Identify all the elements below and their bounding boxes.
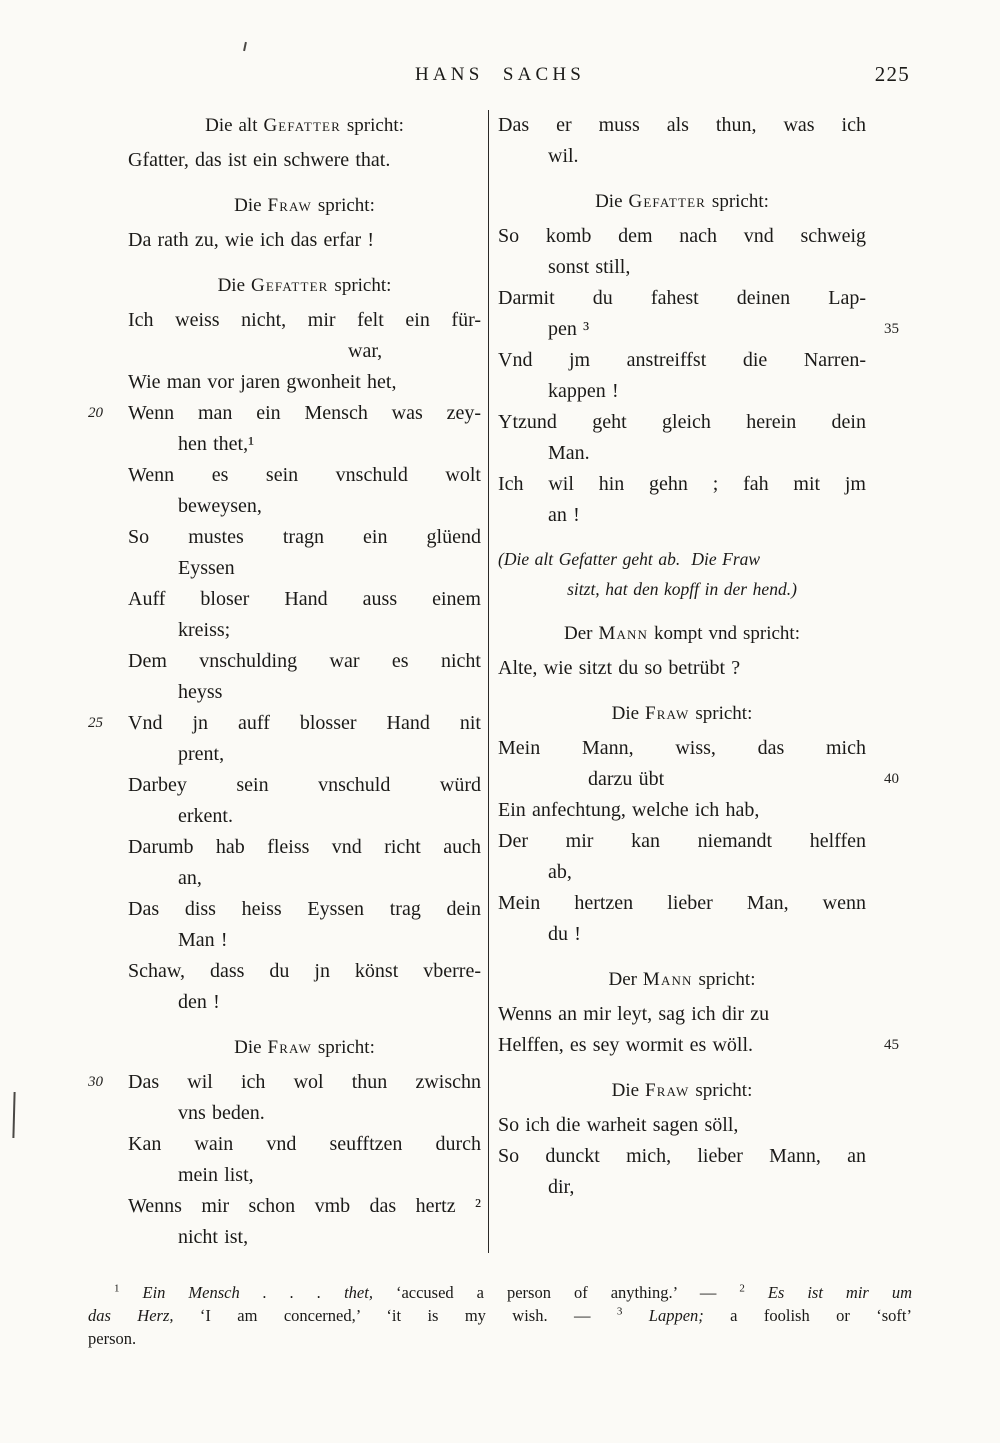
verse-line <box>498 733 866 764</box>
speaker-heading <box>128 270 481 301</box>
speaker-suffix: spricht: <box>695 703 753 724</box>
speaker-suffix: spricht: <box>317 195 375 216</box>
margin-line-number: 35 <box>884 321 899 337</box>
verse-line-continuation <box>128 1160 481 1191</box>
verse-line-continuation <box>498 314 899 345</box>
verse-text: Wie man vor jaren gwonheit het, <box>128 371 397 393</box>
speaker-heading <box>128 1032 481 1063</box>
verse-text: hen thet,¹ <box>178 433 255 455</box>
stage-direction-line: (Die alt Gefatter geht ab. Die Fraw <box>498 549 761 569</box>
verse-text: pen ³ <box>548 318 590 340</box>
verse-line <box>498 888 866 919</box>
footnote-lemma: Ein Mensch . . . thet, <box>119 1283 373 1302</box>
footnote-gloss: ‘I am concerned,’ ‘it is my wish. — <box>173 1306 617 1325</box>
verse-line-continuation <box>498 1172 866 1203</box>
verse-text: So dunckt mich, lieber Mann, an <box>498 1145 866 1167</box>
running-title: HANS SACHS <box>415 64 585 85</box>
verse-text: erkent. <box>178 805 233 827</box>
margin-line-number: 25 <box>88 715 103 731</box>
footnote-marker: 3 <box>616 1305 623 1318</box>
verse-line-continuation <box>498 764 899 795</box>
footnote-line <box>88 1281 912 1304</box>
verse-text: den ! <box>178 991 220 1013</box>
speaker-prefix: Die <box>595 191 623 212</box>
verse-text: darzu übt <box>588 768 665 790</box>
verse-text: Man. <box>548 442 590 464</box>
verse-text: Darbey sein vnschuld würd <box>128 774 481 796</box>
speaker-suffix: spricht: <box>317 1037 375 1058</box>
verse-line <box>128 1129 481 1160</box>
footnote-lemma: das Herz, <box>88 1306 174 1325</box>
verse-text: Mein hertzen lieber Man, wenn <box>498 892 866 914</box>
verse-line-continuation <box>128 429 481 460</box>
verse-text: an, <box>178 867 202 889</box>
footnotes <box>88 1281 912 1350</box>
speaker-suffix: spricht: <box>698 969 756 990</box>
verse-text: prent, <box>178 743 225 765</box>
stage-direction-line: sitzt, hat den kopff in der hend.) <box>567 579 797 599</box>
verse-line-continuation <box>128 1098 481 1129</box>
verse-line-continuation <box>128 801 481 832</box>
speaker-prefix: Der <box>564 623 593 644</box>
verse-line-continuation <box>498 919 866 950</box>
speaker-heading <box>498 618 866 649</box>
verse-text: Mein Mann, wiss, das mich <box>498 737 866 759</box>
verse-text: Da rath zu, wie ich das erfar ! <box>128 229 375 251</box>
footnote-lemma: Es ist mir um <box>744 1283 913 1302</box>
verse-line-continuation <box>128 553 481 584</box>
verse-text: Vnd jm anstreiffst die Narren- <box>498 349 866 371</box>
verse-line <box>498 407 866 438</box>
verse-text: sonst still, <box>548 256 631 278</box>
speaker-prefix: Die <box>611 1080 640 1101</box>
verse-text: Das diss heiss Eyssen trag dein <box>128 898 481 920</box>
verse-line-continuation <box>128 863 481 894</box>
verse-text: war, <box>348 340 383 362</box>
verse-line <box>128 646 481 677</box>
speaker-name: Fraw <box>645 703 690 724</box>
verse-line-continuation <box>128 491 481 522</box>
footnote-line <box>88 1304 912 1327</box>
verse-line <box>498 1030 899 1061</box>
verse-line-continuation <box>498 857 866 888</box>
speaker-prefix: Die <box>217 275 246 296</box>
margin-line-number: 45 <box>884 1037 899 1053</box>
verse-text: beweysen, <box>178 495 262 517</box>
verse-line <box>88 398 481 429</box>
footnote-lemma: Lappen; <box>622 1306 704 1325</box>
verse-text: Das er muss als thun, was ich <box>498 114 866 136</box>
verse-line <box>498 110 866 141</box>
speaker-prefix: Der <box>608 969 637 990</box>
verse-line <box>498 345 866 376</box>
speaker-heading <box>498 186 866 217</box>
verse-text: Wenn es sein vnschuld wolt <box>128 464 481 486</box>
verse-text: Gfatter, das ist ein schwere that. <box>128 149 391 171</box>
verse-line-continuation <box>128 336 481 367</box>
page-header <box>88 62 912 100</box>
verse-line-continuation <box>128 677 481 708</box>
speaker-name: Gefatter <box>628 191 706 212</box>
verse-text: nicht ist, <box>178 1226 249 1248</box>
verse-text: Darmit du fahest deinen Lap- <box>498 287 866 309</box>
right-margin-gutter <box>866 110 912 1253</box>
verse-text: heyss <box>178 681 223 703</box>
verse-text: Ytzund geht gleich herein dein <box>498 411 866 433</box>
verse-text: wil. <box>548 145 579 167</box>
verse-line <box>498 221 866 252</box>
speaker-name: Fraw <box>267 195 312 216</box>
verse-line <box>128 460 481 491</box>
verse-text: an ! <box>548 504 580 526</box>
speaker-heading <box>128 190 481 221</box>
verse-line <box>128 1191 481 1222</box>
verse-text: Auff bloser Hand auss einem <box>128 588 481 610</box>
speaker-suffix: spricht: <box>711 191 769 212</box>
speaker-suffix: spricht: <box>695 1080 753 1101</box>
verse-line <box>128 956 481 987</box>
verse-text: vns beden. <box>178 1102 265 1124</box>
verse-text: Darumb hab fleiss vnd richt auch <box>128 836 481 858</box>
verse-text: Kan wain vnd seufftzen durch <box>128 1133 481 1155</box>
verse-line <box>498 795 866 826</box>
verse-line <box>128 894 481 925</box>
verse-line-continuation <box>498 376 866 407</box>
verse-line-continuation <box>498 500 866 531</box>
verse-line-continuation <box>128 1222 481 1253</box>
verse-text: dir, <box>548 1176 575 1198</box>
verse-text: Wenn man ein Mensch was zey- <box>128 402 481 424</box>
verse-text: ab, <box>548 861 572 883</box>
verse-text: Das wil ich wol thun zwischn <box>128 1071 481 1093</box>
margin-line-number: 40 <box>884 771 899 787</box>
verse-text: So mustes tragn ein glüend <box>128 526 481 548</box>
footnote-gloss: a foolish or ‘soft’ <box>703 1306 912 1325</box>
footnote-marker: 2 <box>739 1282 745 1295</box>
verse-line-continuation <box>498 438 866 469</box>
verse-line <box>128 305 481 336</box>
speaker-name: Mann <box>642 969 693 990</box>
column-divider <box>488 110 498 1253</box>
verse-line <box>88 1067 481 1098</box>
margin-line-number: 30 <box>88 1074 103 1090</box>
verse-line <box>128 225 481 256</box>
verse-line <box>128 522 481 553</box>
speaker-prefix: Die alt <box>205 115 258 136</box>
verse-line-continuation <box>128 615 481 646</box>
verse-line <box>498 999 866 1030</box>
verse-text: Wenns mir schon vmb das hertz ² <box>128 1195 481 1217</box>
verse-line <box>498 469 866 500</box>
text-columns <box>88 110 912 1253</box>
verse-line <box>128 770 481 801</box>
footnote-marker: 1 <box>114 1282 120 1295</box>
verse-text: Der mir kan niemandt helffen <box>498 830 866 852</box>
speaker-name: Gefatter <box>250 275 329 296</box>
verse-line <box>128 145 481 176</box>
footnote-gloss: ‘accused a person of anything.’ — <box>372 1283 740 1302</box>
speaker-suffix: spricht: <box>334 275 392 296</box>
verse-text: Ein anfechtung, welche ich hab, <box>498 799 760 821</box>
verse-line-continuation <box>498 252 866 283</box>
speaker-prefix: Die <box>234 195 262 216</box>
verse-line <box>498 1110 866 1141</box>
verse-text: So komb dem nach vnd schweig <box>498 225 866 247</box>
margin-line-number: 20 <box>88 405 103 421</box>
speaker-name: Mann <box>598 623 649 644</box>
stage-direction <box>498 544 866 604</box>
speaker-heading <box>498 698 866 729</box>
verse-line-continuation <box>128 987 481 1018</box>
verse-line <box>128 367 481 398</box>
verse-line <box>498 1141 866 1172</box>
verse-text: mein list, <box>178 1164 254 1186</box>
verse-text: Alte, wie sitzt du so betrübt ? <box>498 657 741 679</box>
verse-text: Helffen, es sey wormit es wöll. <box>498 1034 754 1056</box>
footnote-line <box>88 1327 912 1350</box>
speaker-prefix: Die <box>234 1037 262 1058</box>
verse-text: So ich die warheit sagen söll, <box>498 1114 739 1136</box>
verse-line-continuation <box>128 739 481 770</box>
verse-text: kreiss; <box>178 619 231 641</box>
verse-text: Vnd jn auff blosser Hand nit <box>128 712 481 734</box>
speaker-name: Gefatter <box>263 115 341 136</box>
verse-text: kappen ! <box>548 380 619 402</box>
speaker-heading <box>498 964 866 995</box>
speaker-heading <box>498 1075 866 1106</box>
verse-text: Wenns an mir leyt, sag ich dir zu <box>498 1003 770 1025</box>
verse-line-continuation <box>498 141 866 172</box>
verse-text: Eyssen <box>178 557 235 579</box>
verse-line <box>128 584 481 615</box>
verse-line-continuation <box>128 925 481 956</box>
verse-text: Dem vnschulding war es nicht <box>128 650 481 672</box>
page-number: 225 <box>874 62 910 86</box>
verse-text: Ich wil hin gehn ; fah mit jm <box>498 473 866 495</box>
speaker-suffix: kompt vnd spricht: <box>654 623 800 644</box>
verse-text: du ! <box>548 923 581 945</box>
verse-line <box>498 283 866 314</box>
speaker-name: Fraw <box>645 1080 690 1101</box>
verse-text: Ich weiss nicht, mir felt ein für- <box>128 309 481 331</box>
verse-text: Schaw, dass du jn könst vberre- <box>128 960 481 982</box>
verse-line <box>128 832 481 863</box>
footnote-gloss: person. <box>88 1329 137 1348</box>
verse-text: Man ! <box>178 929 228 951</box>
speaker-heading <box>128 110 481 141</box>
left-column <box>88 110 481 1253</box>
speaker-prefix: Die <box>611 703 640 724</box>
verse-line <box>498 653 866 684</box>
speaker-name: Fraw <box>267 1037 312 1058</box>
right-column <box>498 110 899 1253</box>
verse-line <box>498 826 866 857</box>
verse-line <box>88 708 481 739</box>
speaker-suffix: spricht: <box>346 115 404 136</box>
